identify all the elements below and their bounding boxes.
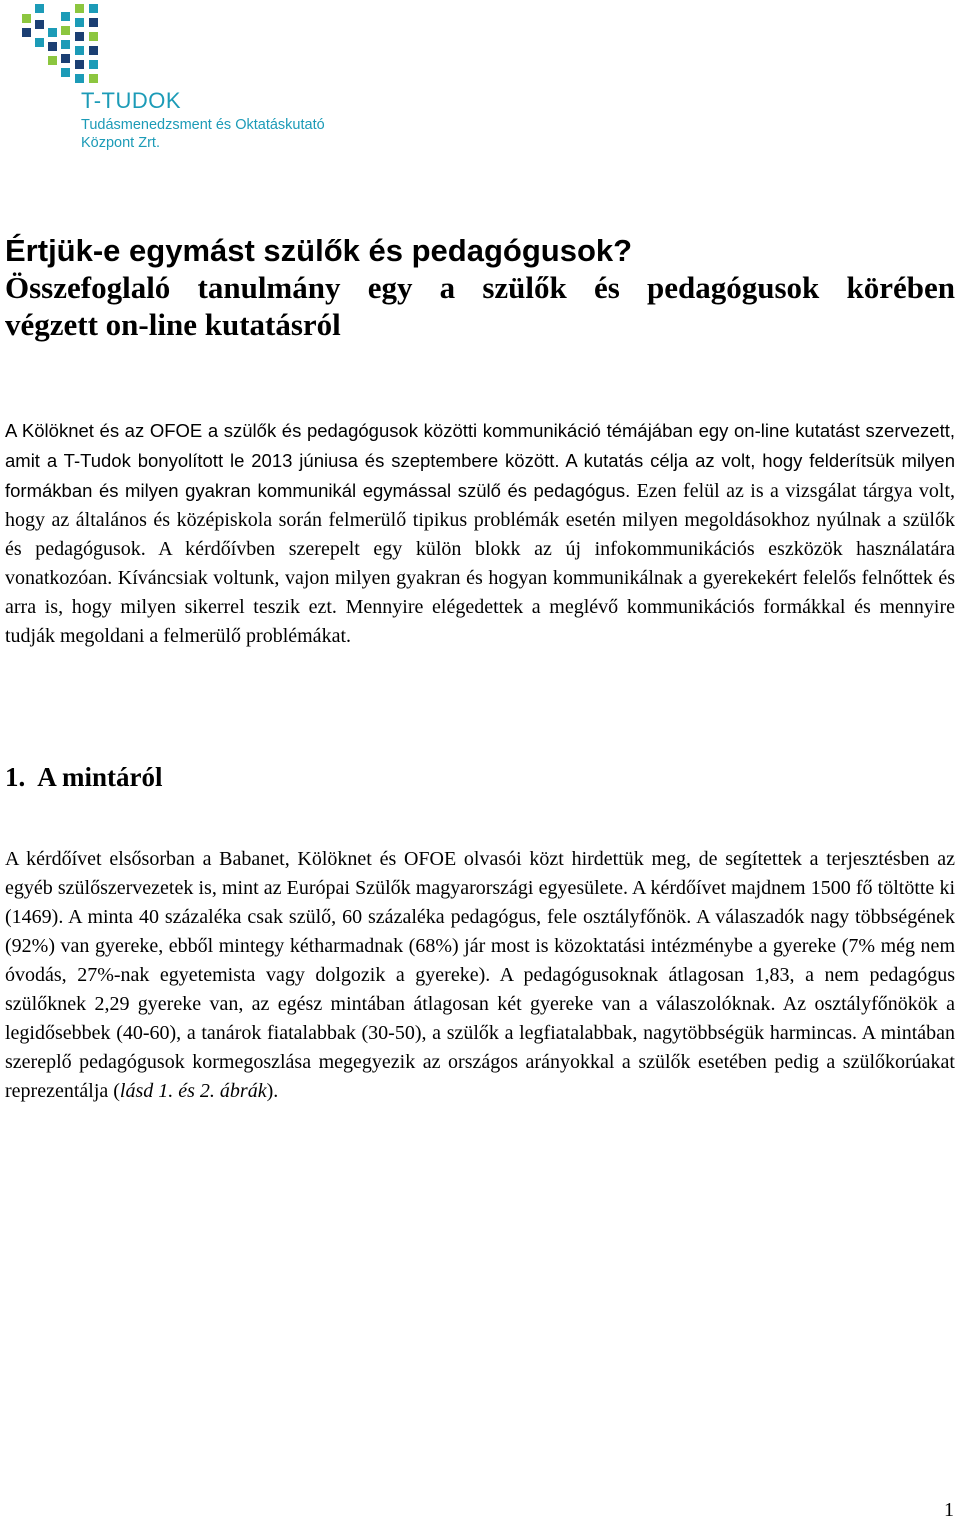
figure-reference: lásd 1. és 2. ábrák — [119, 1080, 267, 1102]
logo-subtitle-line1: Tudásmenedzsment és Oktatáskutató — [81, 117, 325, 133]
section-heading — [5, 759, 163, 795]
section-number: 1. — [5, 762, 26, 792]
title-line-1: Értjük-e egymást szülők és pedagógusok? — [5, 233, 633, 268]
logo-squares-icon — [20, 2, 130, 92]
intro-part-2: Ezen felül az is a vizsgálat tárgya volt, hogy az általános és középiskola során felmerülő tipikus problémák esetén milyen megoldásokhoz nyúlnak a szülők és pedagógusok. A kérdőívben szerepelt egy külön blokk az új infokommunikációs eszközök használatára vonatkozóan. Kíváncsiak voltunk, vajon milyen gyakran és hogyan kommunikálnak a gyerekekért felelős felnőttek és arra is, hogy milyen sikerrel teszik ezt. Mennyire elégedettek a meglévő kommunikációs formákkal és mennyire tudják megoldani a felmerülő problémákat. — [5, 480, 955, 647]
intro-part-1: A Kölöknet és az OFOE a szülők és pedagógusok közötti kommunikáció témájában egy on-line kutatást szervezett, amit a T-Tudok bonyolított le 2013 júniusa és szeptembere között. A kutatás célja az volt, hogy felderítsük milyen formákban és milyen gyakran kommunikál egymással szülő és pedagógus. — [5, 420, 955, 501]
logo-subtitle — [81, 116, 325, 152]
t-tudok-logo — [20, 2, 340, 152]
logo-name: T-TUDOK — [81, 88, 182, 113]
title-line-3: végzett on-line kutatásról — [5, 307, 341, 342]
page-number: 1 — [944, 1499, 954, 1521]
title-line-2: Összefoglaló tanulmány egy a szülők és pedagógusok körében — [5, 270, 955, 305]
intro-paragraph — [5, 416, 955, 651]
section-title: A mintáról — [37, 762, 163, 792]
section-body-end: ). — [266, 1080, 279, 1102]
section-body-main: A kérdőívet elsősorban a Babanet, Kölöknet és OFOE olvasói közt hirdettük meg, de segítettek a terjesztésben az egyéb szülőszervezetek is, mint az Európai Szülők magyarországi egyesülete. A kérdőívet majdnem 1500 fő töltötte ki (1469). A minta 40 százaléka csak szülő, 60 százaléka pedagógus, fele osztályfőnök. A válaszadók nagy többségének (92%) van gyereke, ebből mintegy kétharmadnak (68%) jár most is közoktatási intézménybe a gyereke (7% még nem óvodás, 27%-nak egyetemista vagy dolgozik a gyereke). A pedagógusoknak átlagosan 1,83, a nem pedagógus szülőknek 2,29 gyereke van, az egész mintában átlagosan két gyereke van a válaszolóknak. Az osztályfőnökök a legidősebbek (40-60), a tanárok fiatalabbak (30-50), a szülők a legfiatalabbak, nagytöbbségük harmincas. A mintában szereplő pedagógusok kormegoszlása megegyezik az országos arányokkal a szülők esetében pedig a szülőkorúakat reprezentálja ( — [5, 848, 955, 1102]
document-title — [5, 232, 955, 343]
section-body — [5, 845, 955, 1106]
logo-subtitle-line2: Központ Zrt. — [81, 135, 160, 151]
